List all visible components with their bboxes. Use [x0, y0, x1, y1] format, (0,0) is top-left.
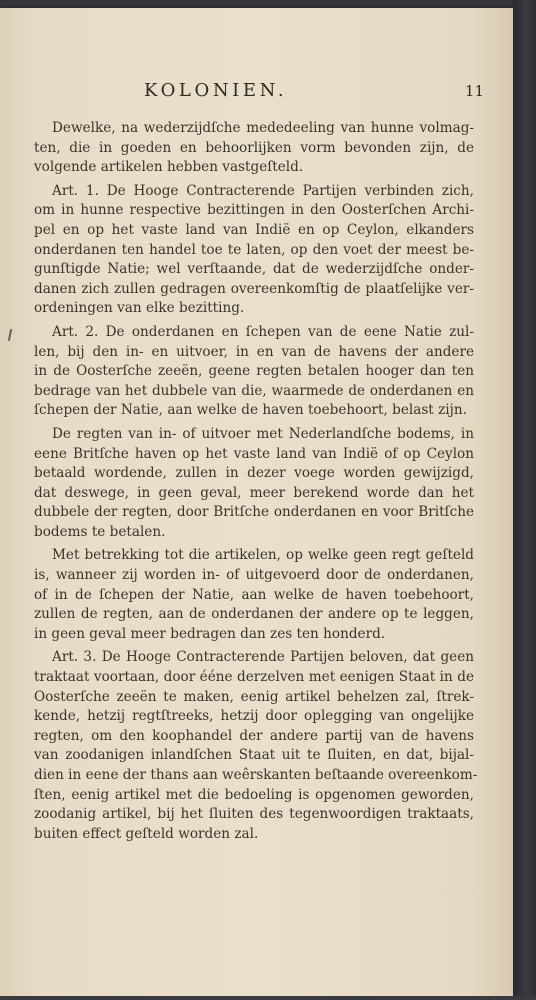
- text-line: eene Britſche haven op het vaste land van Indië of op Ceylon: [34, 445, 474, 462]
- text-line: Oosterſche zeeën te maken, eenig artikel behelzen zal, ſtrek-: [34, 688, 474, 705]
- text-line: len, bij den in- en uitvoer, in en van de havens der andere: [34, 343, 474, 360]
- text-line: betaald wordende, zullen in dezer voege worden gewijzigd,: [34, 465, 474, 482]
- text-line: ſchepen der Natie, aan welke de haven toebehoort, belast zijn.: [34, 402, 467, 419]
- running-title: KOLONIEN.: [144, 80, 288, 101]
- text-line: zoodanig artikel, bij het ſluiten des tegenwoordigen traktaats,: [34, 806, 474, 823]
- text-body: [34, 119, 478, 844]
- paragraph: [34, 648, 478, 844]
- text-line: Art. 3. De Hooge Contracterende Partijen beloven, dat geen: [52, 649, 474, 666]
- paragraph: [34, 119, 474, 178]
- text-line: De regten van in- of uitvoer met Nederlandſche bodems, in: [52, 425, 474, 442]
- paragraph: [34, 425, 474, 543]
- scan-background-bottom: [0, 996, 536, 1000]
- text-line: danen zich zullen gedragen overeenkomſtig de plaatſelijke ver-: [34, 280, 474, 297]
- text-line: bodems te betalen.: [34, 523, 166, 540]
- text-line: Dewelke, na wederzijdſche mededeeling van hunne volmag-: [52, 120, 474, 136]
- page-number: 11: [464, 82, 484, 100]
- text-line: buiten effect geſteld worden zal.: [34, 825, 259, 842]
- text-line: bedrage van het dubbele van die, waarmede de onderdanen en: [34, 382, 474, 399]
- text-line: pel en op het vaste land van Indië en op Ceylon, elkanders: [34, 221, 474, 238]
- paragraph: [34, 546, 474, 644]
- text-line: ordeningen van elke bezitting.: [34, 300, 245, 317]
- text-line: Art. 1. De Hooge Contracterende Partijen verbinden zich,: [52, 182, 474, 199]
- text-line: of in de ſchepen der Natie, aan welke de haven toebehoort,: [34, 586, 474, 603]
- text-line: dubbele der regten, door Britſche onderdanen en voor Britſche: [34, 504, 474, 521]
- text-line: traktaat voortaan, door ééne derzelven met eenigen Staat in de: [34, 669, 474, 686]
- text-line: ſten, eenig artikel met die bedoeling is opgenomen geworden,: [34, 786, 474, 803]
- page-header: [40, 80, 490, 110]
- text-line: regten, om den koophandel der andere partij van de havens: [34, 727, 474, 744]
- text-line: in de Oosterſche zeeën, geene regten betalen hooger dan ten: [34, 363, 474, 380]
- text-line: volgende artikelen hebben vastgeſteld.: [34, 159, 304, 176]
- text-line: onderdanen ten handel toe te laten, op den voet der meest be-: [34, 241, 474, 258]
- paragraph: [34, 323, 474, 421]
- text-line: kende, hetzij regtſtreeks, hetzij door oplegging van ongelijke: [34, 708, 474, 725]
- text-line: Art. 2. De onderdanen en ſchepen van de eene Natie zul-: [52, 323, 474, 340]
- text-line: ten, die in goeden en behoorlijken vorm bevonden zijn, de: [34, 139, 474, 156]
- text-line: zullen de regten, aan de onderdanen der andere op te leggen,: [34, 606, 474, 623]
- text-line: Met betrekking tot die artikelen, op welke geen regt geſteld: [52, 547, 474, 564]
- text-line: dat deswege, in geen geval, meer berekend worde dan het: [34, 484, 474, 501]
- paragraph: [34, 182, 474, 319]
- text-line: gunſtigde Natie; wel verſtaande, dat de wederzijdſche onder-: [34, 261, 474, 278]
- scan-background-edge: [513, 0, 536, 1000]
- text-line: in geen geval meer bedragen dan zes ten honderd.: [34, 625, 386, 642]
- text-line: van zoodanigen inlandſchen Staat uit te ſluiten, en dat, bijal-: [34, 747, 474, 764]
- text-line: dien in eene der thans aan weêrskanten beſtaande overeenkom-: [34, 767, 478, 783]
- text-line: om in hunne respective bezittingen in den Oosterſchen Archi-: [34, 202, 474, 219]
- text-line: is, wanneer zij worden in- of uitgevoerd door de onderdanen,: [34, 567, 474, 584]
